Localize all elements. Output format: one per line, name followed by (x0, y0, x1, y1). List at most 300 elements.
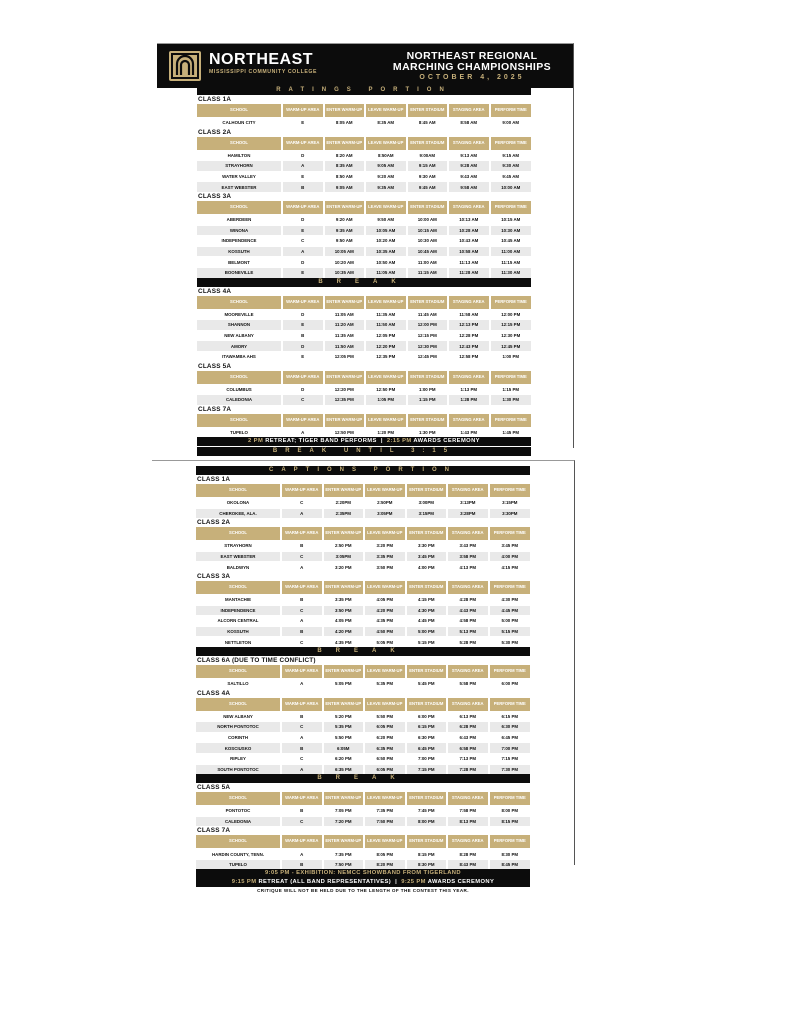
table-row (196, 678, 530, 688)
time-cell: 12:35 PM (365, 351, 407, 361)
column-header: WARM-UP AREA (282, 137, 324, 151)
time-cell: 7:30 PM (489, 764, 531, 774)
time-cell: 1:15 PM (490, 384, 532, 395)
column-header: SCHOOL (196, 792, 281, 806)
time-cell: 12:15 PM (407, 330, 449, 341)
school-cell: AMORY (197, 341, 282, 352)
time-cell: B (281, 626, 323, 637)
column-header: SCHOOL (197, 296, 282, 310)
column-header: SCHOOL (197, 371, 282, 385)
school-cell: SALTILLO (196, 678, 281, 688)
schedule-table (196, 835, 530, 869)
time-cell: 7:28 PM (447, 764, 489, 774)
table-header-row (196, 835, 530, 849)
time-cell: C (282, 395, 324, 405)
time-cell: 5:45 PM (406, 678, 448, 688)
time-cell: 1:00 PM (407, 384, 449, 395)
time-cell: 12:43 PM (448, 341, 490, 352)
time-cell: 11:00 AM (490, 246, 532, 257)
table-row (197, 309, 531, 320)
time-cell: 8:35 AM (365, 118, 407, 128)
time-cell: C (281, 498, 323, 509)
time-cell: B (281, 711, 323, 722)
column-header: ENTER WARM-UP (323, 527, 365, 541)
time-cell: E (282, 225, 324, 236)
time-cell: 8:20 AM (324, 150, 366, 161)
time-cell: 1:30 PM (407, 427, 449, 437)
class-label: CLASS 2A (197, 519, 231, 527)
time-cell: 8:30 PM (406, 859, 448, 869)
time-cell: 9:20 AM (365, 171, 407, 182)
class-label: CLASS 5A (198, 362, 232, 370)
time-cell: 11:35 AM (324, 330, 366, 341)
time-cell: B (281, 594, 323, 605)
table-row (197, 214, 531, 225)
time-cell: 1:43 PM (448, 427, 490, 437)
time-cell: 3:45 PM (406, 551, 448, 562)
table-header-row (197, 296, 531, 310)
time-cell: D (282, 214, 324, 225)
time-cell: 1:45 PM (490, 427, 532, 437)
column-header: SCHOOL (197, 104, 282, 118)
school-cell: BOONEVILLE (197, 267, 282, 277)
time-cell: 5:50 PM (364, 711, 406, 722)
class-label: CLASS 2A (198, 128, 232, 136)
event-title (379, 51, 565, 73)
school-cell: EAST WEBSTER (196, 551, 281, 562)
time-cell: 11:13 AM (448, 257, 490, 268)
schedule-table (196, 484, 530, 518)
table-row (197, 236, 531, 247)
brand-name: NORTHEAST (209, 51, 314, 68)
ratings-page (157, 43, 574, 455)
time-cell: 5:30 PM (489, 637, 531, 647)
table-row (196, 616, 530, 627)
time-cell: 6:43 PM (447, 732, 489, 743)
time-cell: 8:35 AM (324, 161, 366, 172)
time-cell: 6:28 PM (447, 722, 489, 733)
time-cell: A (282, 246, 324, 257)
time-cell: 4:20 PM (323, 626, 365, 637)
column-header: PERFORM TIME (490, 414, 532, 428)
time-cell: 4:15 PM (489, 562, 531, 572)
column-header: WARM-UP AREA (281, 792, 323, 806)
time-cell: 3:00PM (406, 498, 448, 509)
column-header: STAGING AREA (448, 201, 490, 215)
time-cell: 3:35 PM (323, 594, 365, 605)
school-cell: INDEPENDENCE (197, 236, 282, 247)
column-header: ENTER STADIUM (407, 414, 449, 428)
time-cell: 6:20 PM (364, 732, 406, 743)
time-cell: B (281, 541, 323, 552)
school-cell: ITAWAMBA AHS (197, 351, 282, 361)
column-header: STAGING AREA (447, 527, 489, 541)
section-title-bar: RATINGS PORTION (197, 86, 531, 95)
time-cell: 12:35 PM (324, 395, 366, 405)
column-header: PERFORM TIME (489, 835, 531, 849)
time-cell: 7:15 PM (489, 753, 531, 764)
column-header: ENTER WARM-UP (323, 835, 365, 849)
column-header: ENTER STADIUM (407, 137, 449, 151)
school-cell: CALEDONIA (196, 816, 281, 826)
time-cell: 11:35 AM (365, 309, 407, 320)
time-cell: 12:20 PM (365, 341, 407, 352)
time-cell: 7:05 PM (323, 806, 365, 817)
time-cell: 2:20PM (323, 498, 365, 509)
table-header-row (197, 414, 531, 428)
table-row (196, 722, 530, 733)
table-row (197, 171, 531, 182)
column-header: STAGING AREA (448, 296, 490, 310)
time-cell: 7:58 PM (447, 806, 489, 817)
time-cell: 8:15 PM (406, 849, 448, 860)
time-cell: 7:15 PM (406, 764, 448, 774)
time-cell: 8:00 PM (406, 816, 448, 826)
ratings-content (197, 86, 531, 456)
time-cell: 8:58 AM (448, 118, 490, 128)
column-header: WARM-UP AREA (281, 835, 323, 849)
time-cell: 6:20 PM (323, 753, 365, 764)
table-row (196, 594, 530, 605)
schedule-table (197, 104, 531, 128)
time-cell: 8:43 PM (447, 859, 489, 869)
time-cell: 10:28 AM (448, 225, 490, 236)
time-cell: 4:30 PM (489, 594, 531, 605)
column-header: ENTER STADIUM (406, 527, 448, 541)
table-row (197, 257, 531, 268)
time-cell: 9:13 AM (448, 150, 490, 161)
school-cell: MANTACHIE (196, 594, 281, 605)
column-header: WARM-UP AREA (281, 527, 323, 541)
time-cell: 3:15PM (489, 498, 531, 509)
school-cell: SOUTH PONTOTOC (196, 764, 281, 774)
time-cell: 8:45 AM (407, 118, 449, 128)
time-cell: D (282, 150, 324, 161)
time-cell: 7:45 PM (406, 806, 448, 817)
time-cell: 7:50 PM (323, 859, 365, 869)
table-header-row (196, 581, 530, 595)
time-cell: 11:45 AM (407, 309, 449, 320)
column-header: STAGING AREA (448, 104, 490, 118)
time-cell: 3:13PM (447, 498, 489, 509)
column-header: PERFORM TIME (490, 201, 532, 215)
column-header: STAGING AREA (448, 137, 490, 151)
table-row (197, 427, 531, 437)
time-cell: 1:00 PM (490, 351, 532, 361)
time-cell: 10:20 AM (324, 257, 366, 268)
schedule-table (196, 527, 530, 572)
class-label: CLASS 6A (DUE TO TIME CONFLICT) (197, 656, 316, 664)
class-label: CLASS 7A (197, 827, 231, 835)
schedule-table (197, 296, 531, 362)
column-header: PERFORM TIME (489, 665, 531, 679)
school-cell: WINONA (197, 225, 282, 236)
time-cell: D (282, 341, 324, 352)
time-cell: 9:58 AM (448, 182, 490, 192)
time-cell: 8:13 PM (447, 816, 489, 826)
time-cell: 6:45 PM (406, 743, 448, 754)
table-row (197, 351, 531, 361)
time-cell: 10:05 AM (324, 246, 366, 257)
event-date: OCTOBER 4, 2025 (419, 74, 525, 81)
time-cell: 11:05 AM (324, 309, 366, 320)
time-cell: A (281, 508, 323, 518)
school-cell: KOSSUTH (197, 246, 282, 257)
table-row (196, 508, 530, 518)
time-cell: 8:05 PM (364, 849, 406, 860)
column-header: ENTER WARM-UP (324, 371, 366, 385)
captions-page (152, 460, 575, 894)
school-cell: CORINTH (196, 732, 281, 743)
table-row (197, 246, 531, 257)
time-cell: 8:28 PM (447, 849, 489, 860)
time-cell: 3:28PM (447, 508, 489, 518)
time-cell: C (281, 551, 323, 562)
time-cell: A (282, 427, 324, 437)
table-row (196, 541, 530, 552)
time-cell: 12:20 PM (324, 384, 366, 395)
table-header-row (197, 104, 531, 118)
column-header: STAGING AREA (447, 792, 489, 806)
time-cell: 10:30 AM (407, 236, 449, 247)
school-cell: KOSCIUSKO (196, 743, 281, 754)
table-row (196, 859, 530, 869)
time-cell: 12:50 PM (365, 384, 407, 395)
time-cell: 8:50AM (365, 150, 407, 161)
time-cell: 9:35 AM (324, 225, 366, 236)
time-cell: B (281, 806, 323, 817)
time-cell: 9:50 AM (365, 214, 407, 225)
time-cell: 7:13 PM (447, 753, 489, 764)
table-header-row (197, 201, 531, 215)
time-cell: 10:50 AM (365, 257, 407, 268)
time-cell: 7:00 PM (406, 753, 448, 764)
table-row (196, 816, 530, 826)
time-cell: 9:15 AM (490, 150, 532, 161)
time-cell: 5:00 PM (406, 626, 448, 637)
time-cell: 7:35 PM (323, 849, 365, 860)
time-cell: 12:45 PM (407, 351, 449, 361)
table-row (197, 330, 531, 341)
column-header: WARM-UP AREA (282, 201, 324, 215)
time-cell: 10:00 AM (407, 214, 449, 225)
time-cell: E (282, 320, 324, 331)
column-header: ENTER WARM-UP (323, 698, 365, 712)
column-header: ENTER STADIUM (407, 104, 449, 118)
time-cell: 6:35 PM (364, 743, 406, 754)
column-header: LEAVE WARM-UP (364, 698, 406, 712)
time-cell: C (281, 605, 323, 616)
time-cell: 3:35 PM (364, 551, 406, 562)
time-cell: 12:00 PM (407, 320, 449, 331)
time-cell: 7:20 PM (323, 816, 365, 826)
column-header: LEAVE WARM-UP (364, 835, 406, 849)
table-row (197, 150, 531, 161)
school-cell: BELMONT (197, 257, 282, 268)
time-cell: 6:15 PM (406, 722, 448, 733)
time-cell: 6:50 PM (364, 753, 406, 764)
time-cell: 11:50 AM (365, 320, 407, 331)
time-cell: E (282, 118, 324, 128)
school-cell: WATER VALLEY (197, 171, 282, 182)
column-header: WARM-UP AREA (281, 665, 323, 679)
column-header: ENTER WARM-UP (324, 296, 366, 310)
time-cell: 5:50 PM (323, 732, 365, 743)
table-row (197, 267, 531, 277)
brand-subtitle: MISSISSIPPI COMMUNITY COLLEGE (209, 69, 318, 75)
school-cell: HARDIN COUNTY, TENN. (196, 849, 281, 860)
time-cell: 4:43 PM (447, 605, 489, 616)
class-label: CLASS 1A (197, 476, 231, 483)
time-cell: 3:50 PM (323, 605, 365, 616)
time-cell: 10:05 AM (365, 225, 407, 236)
column-header: ENTER STADIUM (407, 371, 449, 385)
time-cell: 3:43 PM (447, 541, 489, 552)
table-row (196, 626, 530, 637)
time-cell: 6:30 PM (406, 732, 448, 743)
column-header: STAGING AREA (447, 665, 489, 679)
column-header: LEAVE WARM-UP (364, 527, 406, 541)
awards-footer: 9:15 PM RETREAT (ALL BAND REPRESENTATIVES) | 9:25 PM AWARDS CEREMONY (196, 878, 530, 887)
column-header: WARM-UP AREA (281, 698, 323, 712)
time-cell: 10:35 AM (365, 246, 407, 257)
column-header: STAGING AREA (447, 484, 489, 498)
school-cell: STRAYHORN (197, 161, 282, 172)
schedule-table (197, 137, 531, 192)
column-header: LEAVE WARM-UP (365, 371, 407, 385)
time-cell: 5:28 PM (447, 637, 489, 647)
time-cell: 9:15 AM (407, 161, 449, 172)
time-cell: D (282, 309, 324, 320)
school-cell: HAMILTON (197, 150, 282, 161)
column-header: PERFORM TIME (490, 104, 532, 118)
column-header: PERFORM TIME (489, 792, 531, 806)
time-cell: 5:13 PM (447, 626, 489, 637)
time-cell: 4:20 PM (364, 605, 406, 616)
time-cell: 10:35 AM (324, 267, 366, 277)
table-row (197, 182, 531, 192)
column-header: WARM-UP AREA (281, 484, 323, 498)
school-cell: PONTOTOC (196, 806, 281, 817)
table-header-row (196, 698, 530, 712)
column-header: SCHOOL (196, 581, 281, 595)
table-row (196, 753, 530, 764)
time-cell: 6:58 PM (447, 743, 489, 754)
time-cell: 6:45 PM (489, 732, 531, 743)
time-cell: 11:20 AM (324, 320, 366, 331)
time-cell: 9:45 AM (407, 182, 449, 192)
column-header: SCHOOL (196, 527, 281, 541)
time-cell: 9:30 AM (490, 161, 532, 172)
time-cell: 4:05 PM (323, 616, 365, 627)
column-header: SCHOOL (196, 835, 281, 849)
time-cell: 3:58 PM (447, 551, 489, 562)
column-header: SCHOOL (196, 665, 281, 679)
time-cell: 5:58 PM (447, 678, 489, 688)
column-header: ENTER STADIUM (406, 581, 448, 595)
time-cell: A (281, 764, 323, 774)
table-row (196, 551, 530, 562)
time-cell: 9:00AM (407, 150, 449, 161)
time-cell: D (282, 257, 324, 268)
break-until-bar: BREAK UNTIL 3:15 (197, 447, 531, 456)
column-header: ENTER STADIUM (406, 665, 448, 679)
column-header: ENTER WARM-UP (323, 792, 365, 806)
column-header: STAGING AREA (447, 581, 489, 595)
column-header: LEAVE WARM-UP (365, 296, 407, 310)
time-cell: 8:20 PM (364, 859, 406, 869)
column-header: ENTER WARM-UP (324, 137, 366, 151)
table-row (196, 849, 530, 860)
time-cell: 5:00 PM (489, 616, 531, 627)
table-row (197, 395, 531, 405)
column-header: ENTER WARM-UP (323, 581, 365, 595)
time-cell: B (281, 859, 323, 869)
time-cell: 1:15 PM (407, 395, 449, 405)
class-label: CLASS 4A (197, 689, 231, 697)
table-row (196, 562, 530, 572)
time-cell: 12:50 PM (324, 427, 366, 437)
time-cell: 12:28 PM (448, 330, 490, 341)
time-cell: 6:05M (323, 743, 365, 754)
ratings-schedule (197, 95, 531, 437)
time-cell: 3:45 PM (489, 541, 531, 552)
time-cell: 6:13 PM (447, 711, 489, 722)
time-cell: 9:20 AM (324, 214, 366, 225)
table-header-row (196, 527, 530, 541)
exhibition-footer: 9:05 PM - EXHIBITION: NEMCC SHOWBAND FROM TIGERLAND (196, 869, 530, 878)
time-cell: 10:58 AM (448, 246, 490, 257)
column-header: WARM-UP AREA (282, 414, 324, 428)
table-row (197, 161, 531, 172)
time-cell: 9:05 AM (365, 161, 407, 172)
school-cell: BALDWYN (196, 562, 281, 572)
column-header: STAGING AREA (447, 698, 489, 712)
table-row (196, 732, 530, 743)
time-cell: 11:15 AM (490, 257, 532, 268)
time-cell: 10:13 AM (448, 214, 490, 225)
class-label: CLASS 1A (198, 96, 232, 103)
time-cell: 10:15 AM (490, 214, 532, 225)
time-cell: 11:50 AM (324, 341, 366, 352)
column-header: PERFORM TIME (490, 296, 532, 310)
column-header: STAGING AREA (448, 414, 490, 428)
table-header-row (196, 792, 530, 806)
time-cell: 1:20 PM (365, 427, 407, 437)
school-cell: ALCORN CENTRAL (196, 616, 281, 627)
time-cell: 5:20 PM (323, 711, 365, 722)
time-cell: 1:05 PM (365, 395, 407, 405)
column-header: WARM-UP AREA (282, 296, 324, 310)
time-cell: 9:43 AM (448, 171, 490, 182)
time-cell: 4:35 PM (364, 616, 406, 627)
table-row (196, 743, 530, 754)
school-cell: STRAYHORN (196, 541, 281, 552)
time-cell: 10:43 AM (448, 236, 490, 247)
table-row (197, 341, 531, 352)
time-cell: 11:05 AM (365, 267, 407, 277)
column-header: LEAVE WARM-UP (365, 104, 407, 118)
time-cell: 9:45 AM (490, 171, 532, 182)
column-header: SCHOOL (196, 698, 281, 712)
schedule-table (196, 698, 530, 775)
time-cell: 12:05 PM (324, 351, 366, 361)
column-header: PERFORM TIME (489, 484, 531, 498)
column-header: ENTER WARM-UP (324, 104, 366, 118)
time-cell: 12:45 PM (490, 341, 532, 352)
column-header: PERFORM TIME (489, 581, 531, 595)
time-cell: 12:13 PM (448, 320, 490, 331)
